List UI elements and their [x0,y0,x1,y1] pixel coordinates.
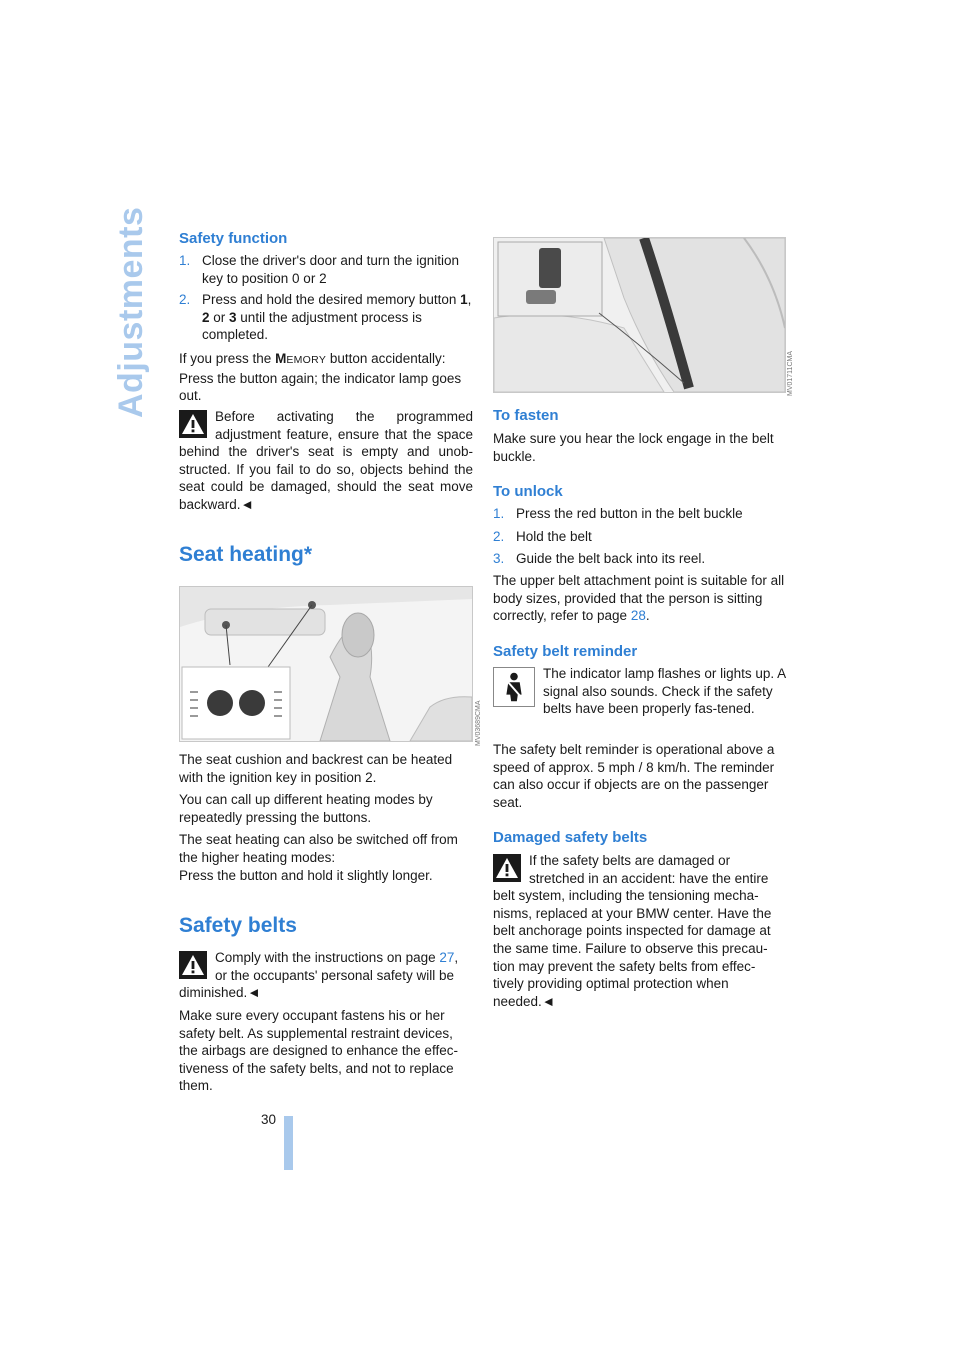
list-item: 3. Guide the belt back into its reel. [493,551,706,567]
reminder-block [493,665,786,718]
list-item: 2. Press and hold the desired memory button 1, 2 or 3 until the adjustment process is completed. [179,292,472,343]
warning-block [179,949,473,1002]
seat-heating-illustration [180,587,472,741]
seat-belt-reminder-icon [493,667,535,707]
page-number: 30 [261,1112,277,1127]
reminder-p2: The safety belt reminder is operational above a speed of approx. 5 mph / 8 km/h. The reminder can also occur if objects are on the passenger seat. [493,742,775,810]
seat-heating-p2: You can call up different heating modes by repeatedly pressing the buttons. [179,792,433,825]
safety-belts-heading: Safety belts [179,914,297,937]
warning-text: Before activating the programmed adjustment feature, ensure that the space behind the driver's seat is empty and unob-structed. If you fail to do so, objects behind the seat could be damaged, should the seat move backward.◄ [179,409,473,512]
memory-note: If you press the MEMORY button accidentally: Press the button again; the indicator lamp goes out. [179,351,462,404]
damaged-heading: Damaged safety belts [493,829,648,846]
section-tab-label: Adjustments [112,206,150,418]
image-code: MV03689CMA [475,700,482,746]
warning-text: Comply with the instructions on page 27, or the occupants' personal safety will be diminished.◄ [179,950,459,1001]
section-tab [112,206,152,418]
seat-heating-image [179,586,473,742]
reminder-heading: Safety belt reminder [493,643,638,660]
page-link[interactable]: 27 [439,950,455,965]
warning-block [179,408,473,514]
to-fasten-text: Make sure you hear the lock engage in the belt buckle. [493,431,774,464]
to-unlock-note: The upper belt attachment point is suitable for all body sizes, provided that the person is sitting correctly, refer to page 28. [493,573,785,624]
page-link[interactable]: 28 [630,608,646,624]
seat-heating-p3b: Press the button and hold it slightly longer. [179,868,433,883]
reminder-p1: The indicator lamp flashes or lights up. A signal also sounds. Check if the safety belts have been properly fas-tened. [543,666,786,717]
seat-belt-image [493,237,786,393]
safety-function-steps [179,252,473,344]
to-unlock-heading: To unlock [493,483,563,500]
image-code: MV01711CMA [787,350,794,396]
to-fasten-heading: To fasten [493,407,559,424]
seat-heating-heading: Seat heating* [179,543,313,566]
safety-function-heading: Safety function [179,230,288,247]
safety-belts-p1: Make sure every occupant fastens his or her safety belt. As supplemental restraint devices, the airbags are designed to enhance the effec-tiveness of the safety belts, and not to replace them. [179,1008,458,1094]
warning-icon [179,410,207,438]
seat-belt-illustration [494,238,785,392]
warning-text: If the safety belts are damaged or stretched in an accident: have the entire belt system, including the tensioning mecha-nisms, replaced at your BMW center. Have the belt anchorage points inspected for damage at the same time. Failure to observe this precau-tion may prevent the safety belts from effec-tively providing optimal protection when needed.◄ [493,853,772,1009]
seat-heating-p3a: The seat heating can also be switched off from the higher heating modes: [179,832,458,865]
list-item: 1. Close the driver's door and turn the ignition key to position 0 or 2 [179,253,459,286]
warning-icon [179,951,207,979]
warning-block [493,852,786,1010]
list-item: 2. Hold the belt [493,528,592,544]
seat-heating-p1: The seat cushion and backrest can be heated with the ignition key in position 2. [179,752,453,785]
page-marker-bar [284,1116,293,1170]
list-item: 1. Press the red button in the belt buckle [493,506,743,521]
warning-icon [493,854,521,882]
to-unlock-steps [493,505,786,568]
